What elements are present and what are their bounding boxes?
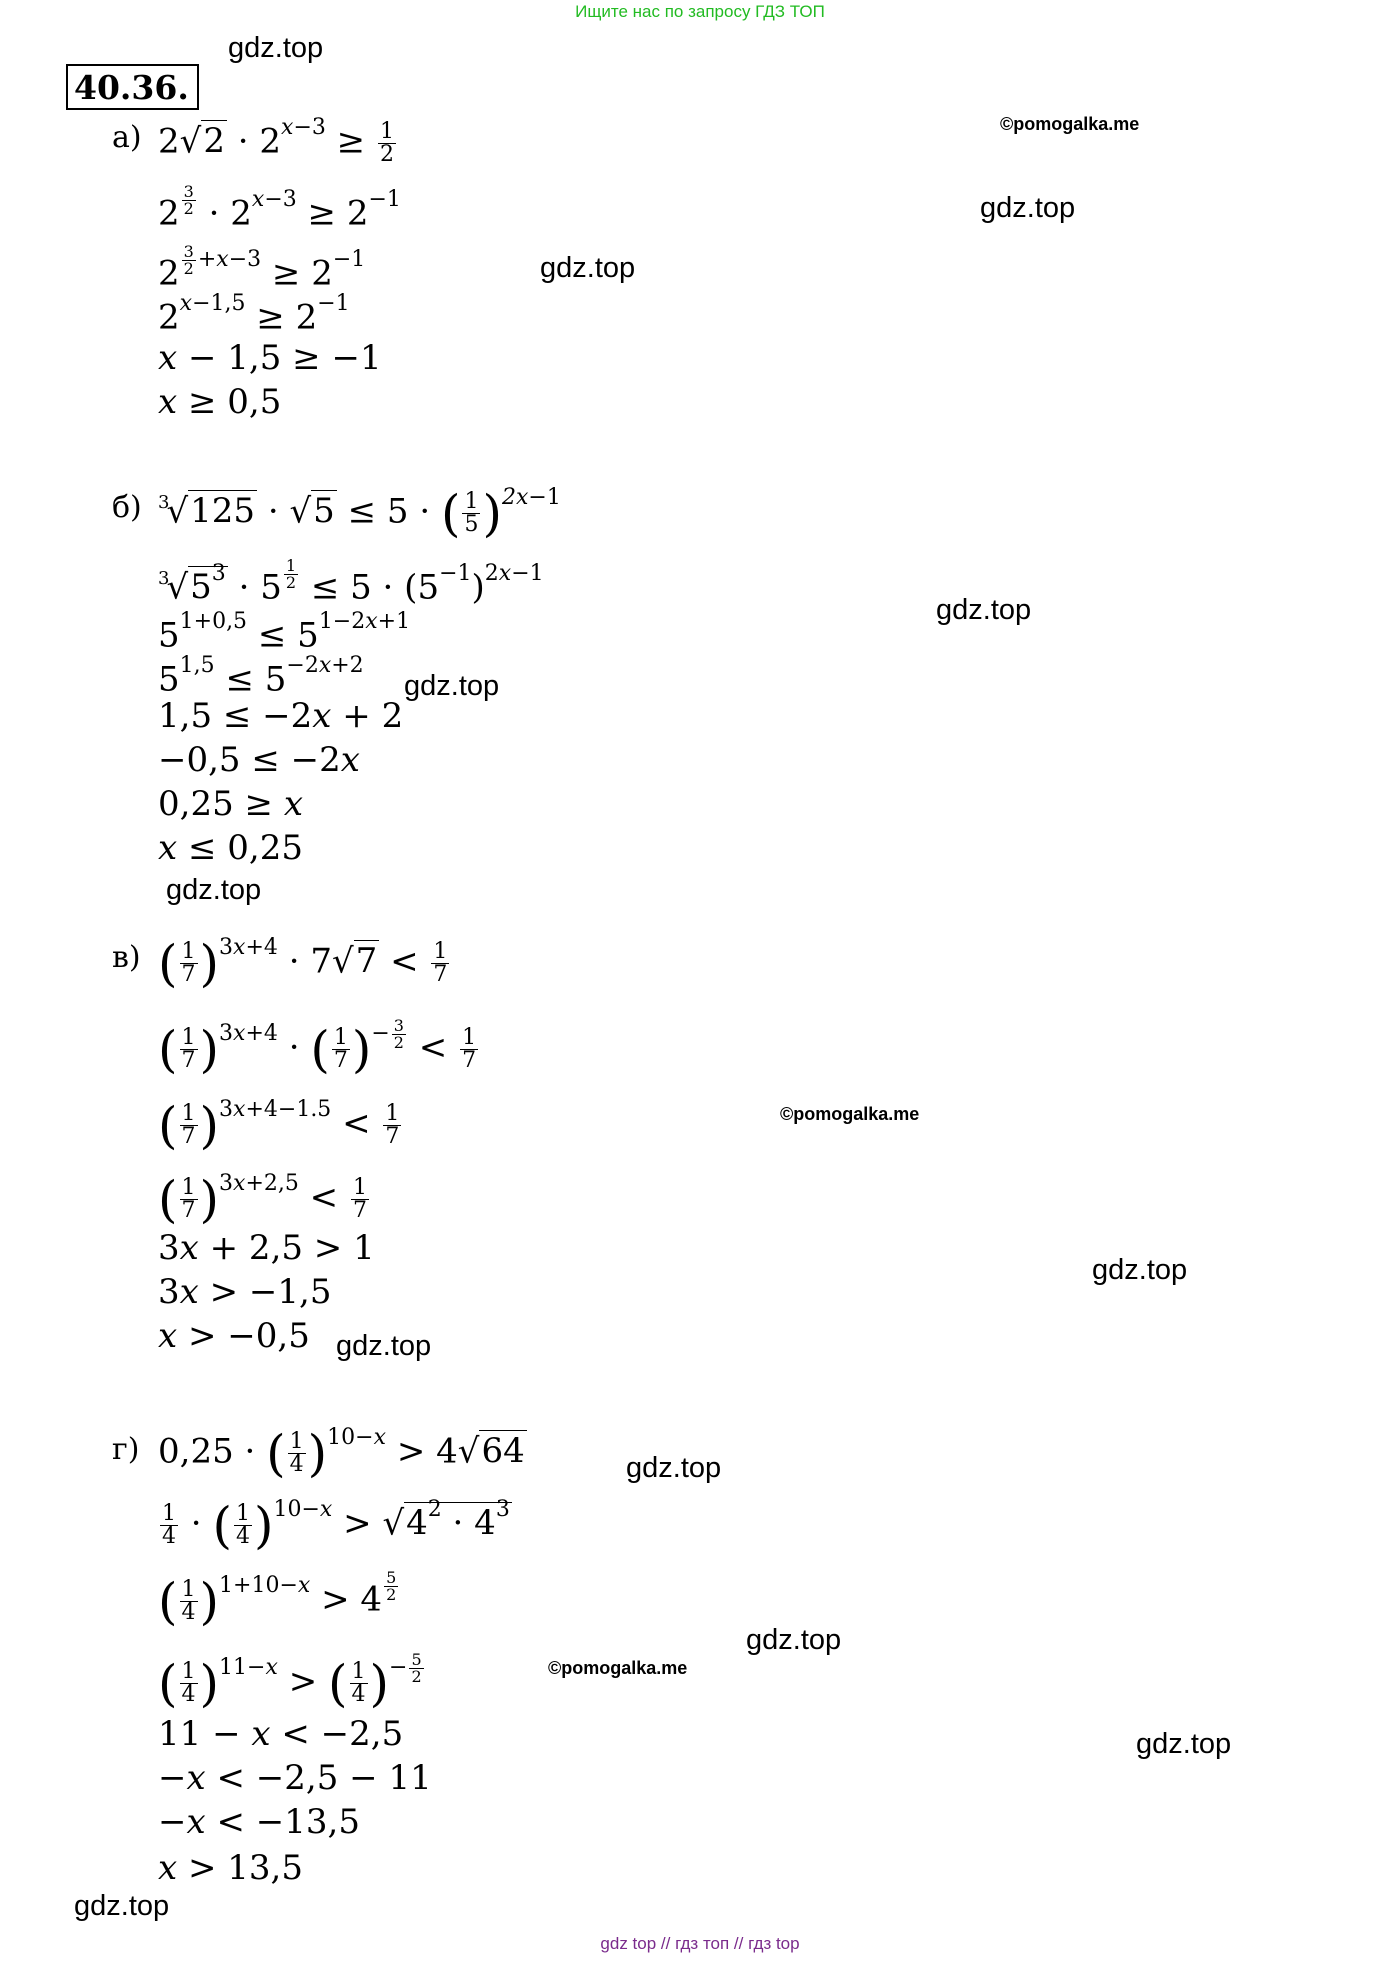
part-g-step-8: x > 13,5 [158, 1848, 303, 1888]
part-b-label: б) [112, 490, 142, 525]
part-v-step-1: ( $\frac{1}{7}$ )$^{3x+4}$ · 7√7 < $\frac{1}{7}$ [158, 934, 448, 993]
part-a-step-6: x ≥ 0,5 [158, 382, 282, 422]
watermark-gdz: gdz.top [74, 1890, 170, 1922]
part-v-label: в) [112, 940, 141, 975]
part-v-step-2: ( $\frac{1}{7}$ )$^{3x+4}$ · ( $\frac{1}{7}$ )$^{- \frac{3}{2}}$ < $\frac{1}{7}$ [158, 1015, 477, 1079]
watermark-gdz: gdz.top [1136, 1728, 1232, 1760]
watermark-gdz: gdz.top [980, 192, 1076, 224]
watermark-gdz: gdz.top [626, 1452, 722, 1484]
top-banner[interactable]: Ищите нас по запросу ГДЗ ТОП [575, 2, 825, 21]
part-g-step-4: ( $\frac{1}{4}$ )$^{11-x}$ > ( $\frac{1}{4}$ )$^{- \frac{5}{2}}$ [158, 1649, 422, 1713]
watermark-gdz: gdz.top [228, 32, 324, 64]
part-b-step-8: x ≤ 0,25 [158, 828, 303, 868]
part-b-step-1: $^3$√125 · √5 ≤ 5 · ( $\frac{1}{5}$ )$^{2x-1}$ [158, 484, 561, 543]
watermark-gdz: gdz.top [746, 1624, 842, 1656]
watermark-gdz: gdz.top [166, 874, 262, 906]
part-b-step-7: 0,25 ≥ x [158, 784, 303, 824]
watermark-pomogalka: ©pomogalka.me [780, 1104, 920, 1124]
part-a-step-1: $2√2 \cdot 2^{x-3}$ ≥ $\frac{1}{2}$ [158, 115, 394, 167]
part-v-step-5: 3x + 2,5 > 1 [158, 1228, 375, 1268]
part-b-step-4: $5^{1,5} \le 5^{-2x+2}$ [158, 653, 364, 700]
part-a-step-5: x − 1,5 ≥ −1 [158, 338, 382, 378]
watermark-pomogalka: ©pomogalka.me [1000, 114, 1140, 134]
part-g-step-5: 11 − x < −2,5 [158, 1714, 404, 1754]
part-a-label: а) [112, 120, 142, 155]
part-b-step-6: −0,5 ≤ −2x [158, 740, 360, 780]
part-g-step-1: 0,25 · ( $\frac{1}{4}$ )$^{10-x}$ > 4√64 [158, 1424, 525, 1483]
part-b-step-3: $5^{1+0,5} \le 5^{1-2x+1}$ [158, 609, 411, 656]
part-a-step-4: $2^{x-1,5} \ge 2^{-1}$ [158, 291, 350, 338]
part-v-step-4: ( $\frac{1}{7}$ )$^{3x+2,5}$ < $\frac{1}{7}$ [158, 1170, 367, 1229]
part-v-step-3: ( $\frac{1}{7}$ )$^{3x+4-1.5}$ < $\frac{1}{7}$ [158, 1096, 400, 1155]
part-g-step-2: $\frac{1}{4}$ · ( $\frac{1}{4}$ )$^{10-x} > √4^2 \cdot 4^3$ [162, 1496, 510, 1555]
watermark-gdz: gdz.top [404, 670, 500, 702]
part-v-step-6: 3x > −1,5 [158, 1272, 332, 1312]
part-b-step-5: 1,5 ≤ −2x + 2 [158, 696, 404, 736]
part-g-step-3: ( $\frac{1}{4}$ )$^{1+10-x}$ > 4 $^{\frac{5}{2}}$ [158, 1567, 397, 1631]
task-number: 40.36. [66, 64, 199, 110]
watermark-pomogalka: ©pomogalka.me [548, 1658, 688, 1678]
watermark-gdz: gdz.top [936, 594, 1032, 626]
watermark-gdz: gdz.top [336, 1330, 432, 1362]
part-a-step-2: 2 $^{\frac{3}{2}}$ · $2^{x-3} \ge 2^{-1}$ [158, 181, 401, 234]
part-a-step-3: 2 $^{\frac{3}{2} +x-3} \ge 2^{-1}$ [158, 241, 366, 294]
part-g-step-6: −x < −2,5 − 11 [158, 1758, 432, 1798]
watermark-gdz: gdz.top [540, 252, 636, 284]
part-g-label: г) [112, 1432, 140, 1467]
watermark-gdz: gdz.top [1092, 1254, 1188, 1286]
part-v-step-7: x > −0,5 [158, 1316, 310, 1356]
part-g-step-7: −x < −13,5 [158, 1802, 360, 1842]
part-b-step-2: $^3√5^3 \cdot 5$ $^{\frac{1}{2}}$ ≤ $5 \cdot (5^{-1})^{2x-1}$ [158, 555, 544, 608]
bottom-banner[interactable]: gdz top // гдз топ // гдз top [600, 1934, 800, 1953]
